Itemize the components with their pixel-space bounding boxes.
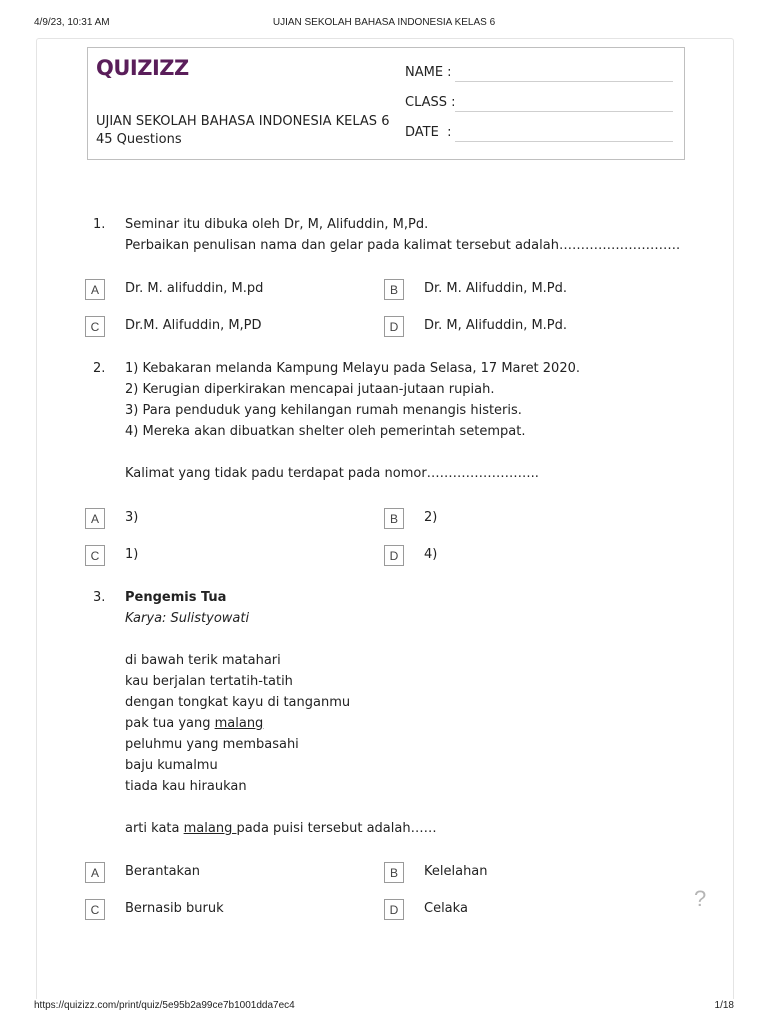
option-text: Dr. M. Alifuddin, M.Pd. — [424, 281, 568, 296]
question-line: 3) Para penduduk yang kehilangan rumah menangis histeris. — [125, 403, 522, 418]
date-field — [405, 125, 451, 140]
question-text — [125, 587, 437, 839]
option-letter: A — [85, 279, 105, 300]
option-letter: B — [384, 508, 404, 529]
poem-line: dengan tongkat kayu di tanganmu — [125, 695, 351, 710]
poem-line: baju kumalmu — [125, 758, 218, 773]
option-text: Bernasib buruk — [125, 901, 224, 916]
option-letter: C — [85, 899, 105, 920]
option-text: Dr.M. Alifuddin, M,PD — [125, 318, 262, 333]
name-field — [405, 65, 452, 80]
poem-line — [125, 713, 437, 734]
question-text — [125, 358, 580, 484]
option-text: Berantakan — [125, 864, 201, 879]
print-datetime: 4/9/23, 10:31 AM — [34, 17, 110, 28]
option-letter: D — [384, 899, 404, 920]
name-label: NAME : — [405, 65, 452, 80]
prompt-text: arti kata — [125, 821, 184, 836]
page-number: 1/18 — [714, 1000, 734, 1011]
question-text — [125, 214, 680, 256]
option-letter: A — [85, 862, 105, 883]
question-line: 2) Kerugian diperkirakan mencapai jutaan-jutaan rupiah. — [125, 382, 495, 397]
print-doc-title: UJIAN SEKOLAH BAHASA INDONESIA KELAS 6 — [272, 17, 496, 28]
option-letter: D — [384, 545, 404, 566]
prompt-text: pada puisi tersebut adalah…… — [236, 821, 437, 836]
date-line — [455, 141, 673, 142]
question-prompt — [125, 818, 437, 839]
poem-line: kau berjalan tertatih-tatih — [125, 674, 293, 689]
underlined-word: malang — [183, 821, 237, 836]
quiz-header-box — [87, 47, 685, 160]
option-text: Celaka — [424, 901, 468, 916]
date-label: DATE : — [405, 125, 452, 140]
option-text: 3) — [125, 510, 139, 525]
option-letter: C — [85, 316, 105, 337]
help-icon[interactable]: ? — [694, 886, 707, 911]
option-letter: B — [384, 279, 404, 300]
question-number: 2. — [93, 361, 106, 376]
option-text: Kelelahan — [424, 864, 488, 879]
option-text: Dr. M, Alifuddin, M.Pd. — [424, 318, 568, 333]
option-letter: C — [85, 545, 105, 566]
option-text: 2) — [424, 510, 438, 525]
option-letter: B — [384, 862, 404, 883]
option-text: 4) — [424, 547, 438, 562]
question-number: 1. — [93, 217, 106, 232]
class-field — [405, 95, 456, 110]
poem-line: di bawah terik matahari — [125, 653, 281, 668]
question-line: 4) Mereka akan dibuatkan shelter oleh pemerintah setempat. — [125, 424, 526, 439]
blank-line — [125, 797, 437, 818]
poem-line-text: pak tua yang — [125, 716, 215, 731]
poem-title: Pengemis Tua — [125, 590, 227, 605]
question-count: 45 Questions — [96, 132, 182, 147]
option-letter: D — [384, 316, 404, 337]
question-line — [125, 442, 580, 463]
name-line — [455, 81, 673, 82]
class-line — [455, 111, 673, 112]
option-text: 1) — [125, 547, 139, 562]
question-number: 3. — [93, 590, 106, 605]
option-letter: A — [85, 508, 105, 529]
quiz-sheet — [36, 38, 734, 999]
poem-line: peluhmu yang membasahi — [125, 737, 299, 752]
quiz-title: UJIAN SEKOLAH BAHASA INDONESIA KELAS 6 — [96, 114, 390, 129]
question-line: Kalimat yang tidak padu terdapat pada nomor…………………….. — [125, 466, 539, 481]
blank-line — [125, 629, 437, 650]
question-line: Seminar itu dibuka oleh Dr, M, Alifuddin, M,Pd. — [125, 217, 429, 232]
question-line: 1) Kebakaran melanda Kampung Melayu pada Selasa, 17 Maret 2020. — [125, 361, 581, 376]
class-label: CLASS : — [405, 95, 456, 110]
underlined-word: malang — [214, 716, 264, 731]
poem-author: Karya: Sulistyowati — [125, 611, 250, 626]
option-text: Dr. M. alifuddin, M.pd — [125, 281, 264, 296]
question-line: Perbaikan penulisan nama dan gelar pada kalimat tersebut adalah………………………. — [125, 238, 681, 253]
quizizz-logo: QUIZIZZ — [96, 56, 189, 80]
print-footer — [0, 994, 768, 1024]
poem-line: tiada kau hiraukan — [125, 779, 247, 794]
print-url: https://quizizz.com/print/quiz/5e95b2a99ce7b1001dda7ec4 — [34, 1000, 295, 1011]
print-header — [0, 0, 768, 30]
